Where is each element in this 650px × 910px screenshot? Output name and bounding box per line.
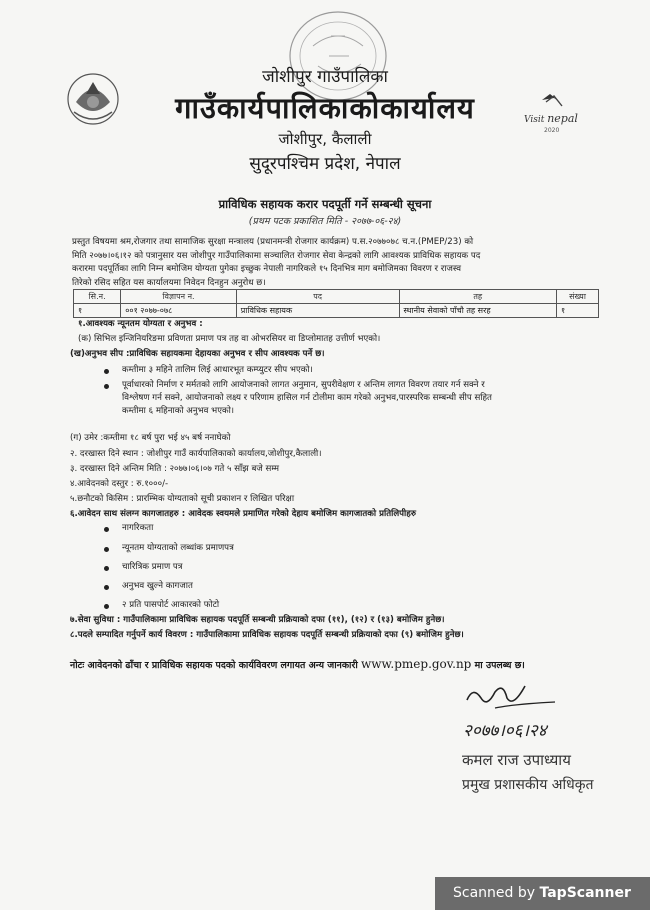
- table-header: संख्या: [557, 290, 599, 304]
- svg-text:२०७७।०६।२४: २०७७।०६।२४: [463, 721, 547, 741]
- doc-item: न्यूनतम योग्यताको लब्धांक प्रमाणपत्र: [122, 543, 234, 553]
- doc-item: नागरिकता: [122, 523, 154, 533]
- table-cell: स्थानीय सेवाको पाँचौ तह सरह: [399, 304, 557, 318]
- bullet-icon: [104, 585, 109, 590]
- office-name: गाउँकार्यपालिकाकोकार्यालय: [175, 91, 475, 125]
- table-header: तह: [399, 290, 557, 304]
- table-row: [74, 304, 599, 318]
- bullet-icon: [104, 547, 109, 552]
- note-prefix: नोटः आवेदनको ढाँचा र प्राविधिक सहायक पदको कार्यविवरण लगायत अन्य जानकारी: [70, 660, 358, 671]
- table-header: सि.न.: [74, 290, 121, 304]
- age-requirement: (ग) उमेर :कम्तीमा १८ बर्ष पुरा भई ४५ बर्ष ननाघेको: [70, 433, 231, 443]
- doc-item: अनुभव खुल्ने कागजात: [122, 581, 193, 591]
- note-suffix: मा उपलब्ध छ।: [474, 660, 525, 671]
- intro-line: करारमा पदपूर्तिका लागि निम्न बमोजिम योग्यता पुगेका इच्छुक नेपाली नागरिकले १५ दिनभित्र माग बमोजिमका विवरण र राजस्व: [72, 264, 462, 275]
- intro-line: तिरेको रसिद सहित यस कार्यालयमा निवेदन दिनहुन अनुरोध छ।: [72, 277, 266, 288]
- website-link[interactable]: www.pmep.gov.np: [361, 657, 472, 671]
- qualification-heading: १.आवश्यक न्यूनतम योग्यता र अनुभव :: [78, 319, 203, 329]
- handwritten-signature: [455, 678, 585, 748]
- table-cell: १: [557, 304, 599, 318]
- badge-prefix: Scanned by: [453, 885, 536, 901]
- documents-heading: ६.आवेदन साथ संलग्न कागजातहरु : आवेदक स्वयमले प्रमाणित गरेको देहाय बमोजिम कागजातको प्रतिलिपीहरु: [70, 509, 416, 519]
- table-header: पद: [236, 290, 399, 304]
- service-facility: ७.सेवा सुविधा : गाउँपालिकामा प्राविधिक सहायक पदपूर्ति सम्बन्धी प्रक्रियाको दफा (११), (१२) र (१३) बमोजिम हुनेछ।: [70, 615, 445, 625]
- intro-line: मिति २०७७।०६।१२ को पत्रानुसार यस जोशीपुर गाउँपालिकामा सञ्चालित रोजगार सेवा केन्द्रको लागि आवश्यक प्राविधिक सहायक पद: [72, 250, 481, 261]
- doc-item: चारित्रिक प्रमाण पत्र: [122, 562, 183, 572]
- application-deadline: ३. दरखास्त दिने अन्तिम मिति : २०७७।०६।०७ गते ५ साँझ बजे सम्म: [70, 464, 280, 474]
- qualification-ka: (क) सिभिल इन्जिनियरिङमा प्रविणता प्रमाण पत्र तह वा ओभरसियर वा डिप्लोमातह उत्तीर्ण भएको।: [78, 334, 381, 344]
- selection-method: ५.छनौटको किसिम : प्रारम्भिक योग्यताको सूची प्रकाशन र लिखित परिक्षा: [70, 494, 295, 504]
- province-name: सुदूरपश्चिम प्रदेश, नेपाल: [249, 154, 401, 174]
- bullet-icon: [104, 566, 109, 571]
- bullet-icon: [104, 527, 109, 532]
- municipality-name: जोशीपुर गाउँपालिका: [262, 67, 388, 87]
- notice-title: प्राविधिक सहायक करार पदपूर्ती गर्ने सम्बन्धी सूचना: [218, 197, 432, 211]
- doc-item: २ प्रति पासपोर्ट आकारको फोटो: [122, 600, 220, 610]
- table-header-row: [74, 290, 599, 304]
- application-place: २. दरखास्त दिने स्थान : जोशीपुर गाउँ कार्यपालिकाको कार्यालय,जोशीपुर,कैलाली।: [70, 449, 322, 459]
- position-table: [73, 289, 599, 318]
- job-duties: ८.पदले सम्पादित गर्नुपर्ने कार्य विवरण : गाउँपालिकामा प्राविधिक सहायक पदपूर्ति सम्बन्धी प्रक्रियाको दफा (९) बमोजिम हुनेछ।: [70, 630, 464, 640]
- table-cell: १: [74, 304, 121, 318]
- svg-text:2020: 2020: [544, 127, 560, 134]
- signatory-post: प्रमुख प्रशासकीय अधिकृत: [462, 777, 594, 793]
- skill-line: विश्लेषण गर्न सक्ने, आयोजनाको लक्ष्य र परिणाम हासिल गर्न टोलीमा काम गरेको अनुभव,पारस्परिक सम्बन्धी सीप सहित: [122, 393, 492, 403]
- bullet-icon: [104, 369, 109, 374]
- skill-infrastructure: [122, 379, 602, 418]
- bullet-icon: [104, 384, 109, 389]
- badge-brand: TapScanner: [539, 885, 631, 901]
- table-cell: प्राविधिक सहायक: [236, 304, 399, 318]
- table-cell: ००१ २०७७-०७८: [121, 304, 237, 318]
- intro-line: प्रस्तुत विषयमा श्रम,रोजगार तथा सामाजिक सुरक्षा मन्त्रालय (प्रधानमन्त्री रोजगार कार्यक्रम) प.स.२०७७०७८ च.न.(PMEP/23) को: [72, 237, 474, 247]
- skill-line: कम्तीमा ६ महिनाको अनुभव भएको।: [122, 406, 235, 416]
- application-fee: ४.आवेदनको दस्तुर : रु.१०००/-: [70, 479, 169, 489]
- table-header: विज्ञापन न.: [121, 290, 237, 304]
- notice-subtitle: (प्रथम पटक प्रकाशित मिति - २०७७-०६-२४): [248, 216, 402, 227]
- intro-paragraph: [72, 236, 597, 290]
- office-address: जोशीपुर, कैलाली: [278, 130, 372, 148]
- skill-computer: कम्तीमा ३ महिने तालिम लिई आधारभूत कम्प्युटर सीप भएको।: [122, 365, 313, 375]
- bullet-icon: [104, 604, 109, 609]
- note-line: [70, 657, 525, 671]
- skill-line: पूर्वाधारको निर्माण र मर्मतको लागि आयोजनाको लागत अनुमान, सुपरीवेक्षण र अन्तिम लागत विवरण तयार गर्न सक्ने र: [122, 380, 485, 390]
- signatory-name: कमल राज उपाध्याय: [462, 751, 571, 769]
- scanner-watermark-badge: [435, 877, 650, 910]
- svg-text:Visit nepal: Visit nepal: [524, 112, 578, 125]
- qualification-kha: (ख)अनुभव सीप :प्राविधिक सहायकमा देहायका अनुभव र सीप आवश्यक पर्ने छ।: [70, 349, 325, 359]
